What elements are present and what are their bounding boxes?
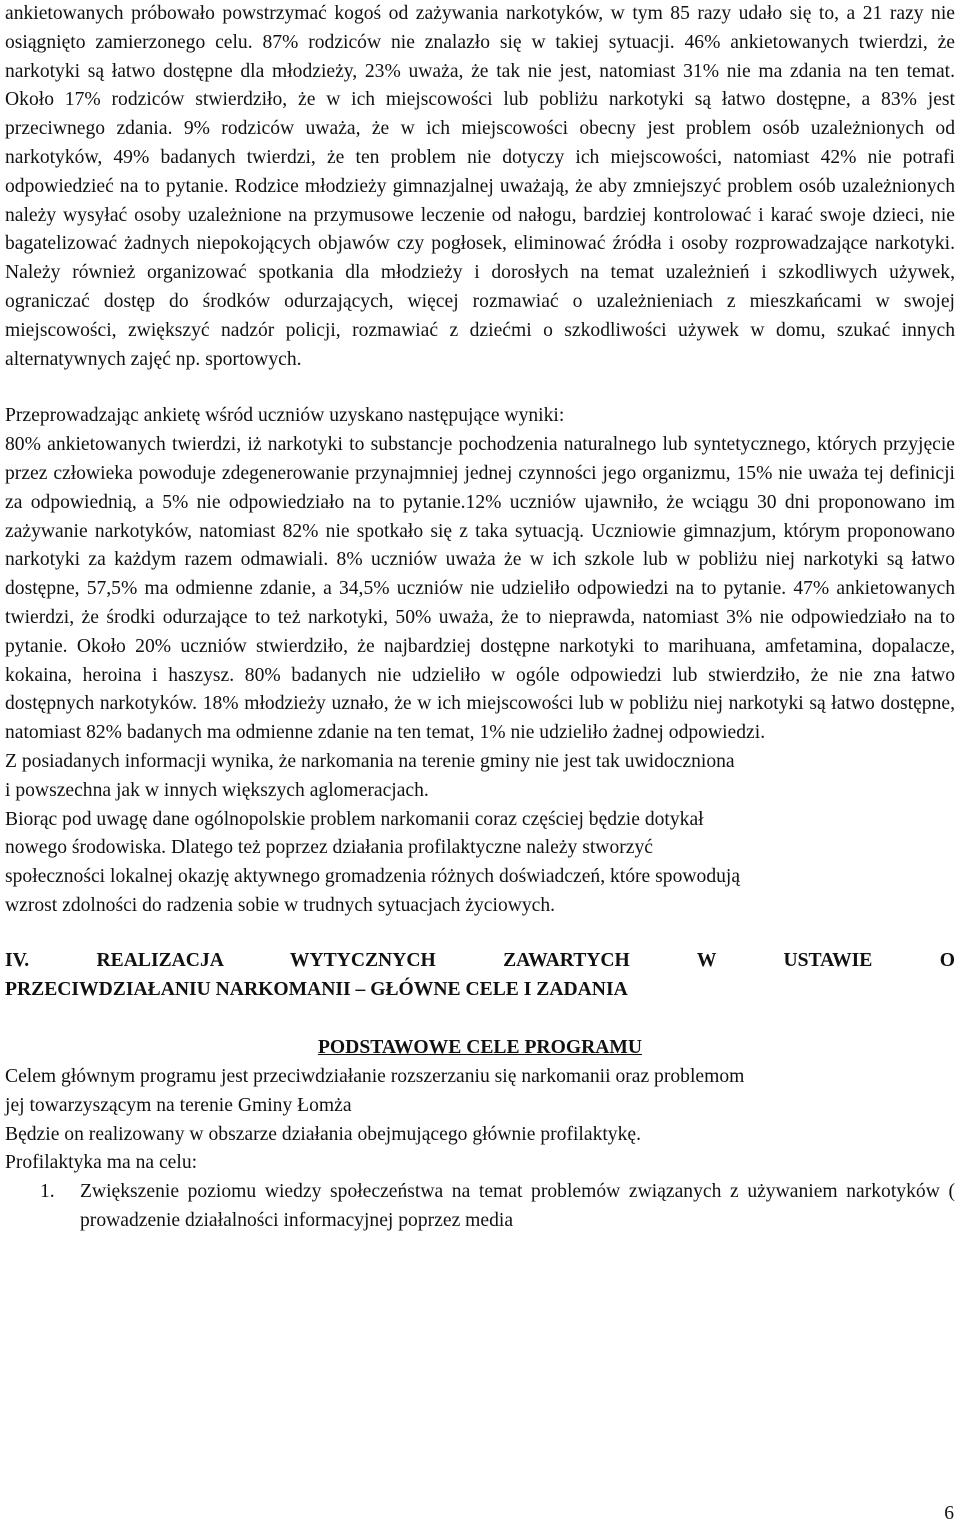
subheading: PODSTAWOWE CELE PROGRAMU: [317, 1037, 643, 1059]
section-heading: [5, 947, 955, 1005]
paragraph-students-intro: Przeprowadzając ankietę wśród uczniów uzyskano następujące wyniki:: [5, 405, 565, 427]
paragraph-parents-survey: ankietowanych próbowało powstrzymać kogoś od zażywania narkotyków, w tym 85 razy udało się to, a 21 razy nie osiągnięto zamierzonego celu. 87% rodziców nie znalazło się w takiej sytuacji. 46% ankietowanych twierdzi, że narkotyki są łatwo dostępne dla młodzieży, 23% uważa, że tak nie jest, natomiast 31% nie ma zdania na ten temat. Około 17% rodziców stwierdziło, że w ich miejscowości lub pobliżu narkotyki są łatwo dostępne, a 83% jest przeciwnego zdania. 9% rodziców uważa, że w ich miejscowości obecny jest problem osób uzależnionych od narkotyków, 49% badanych twierdzi, że ten problem nie dotyczy ich miejscowości, natomiast 42% nie potrafi odpowiedzieć na to pytanie. Rodzice młodzieży gimnazjalnej uważają, że aby zmniejszyć problem osób uzależnionych należy wysyłać osoby uzależnione na przymusowe leczenie od nałogu, bardziej kontrolować i karać swoje dzieci, nie bagatelizować żadnych niepokojących objawów czy pogłosek, eliminować źródła i osoby rozprowadzające narkotyki. Należy również organizować spotkania dla młodzieży i dorosłych na temat uzależnień i szkodliwych używek, ograniczać dostęp do środków odurzających, więcej rozmawiać o uzależnieniach z mieszkańcami w swojej miejscowości, zwiększyć nadzór policji, rozmawiać z dziećmi o szkodliwości używek w domu, szukać innych alternatywnych zajęć np. sportowych.: [5, 3, 955, 370]
paragraph-conclusion-line: Biorąc pod uwagę dane ogólnopolskie problem narkomanii coraz częściej będzie dotykał: [5, 808, 704, 830]
section-spacer: [5, 921, 955, 947]
paragraph-spacer: [5, 374, 955, 402]
paragraph-conclusion-line: wzrost zdolności do radzenia sobie w trudnych sytuacjach życiowych.: [5, 894, 556, 916]
goals-list: [5, 1178, 955, 1236]
list-item-number: 1.: [40, 1181, 55, 1203]
page-number: 6: [944, 1503, 954, 1524]
paragraph-students-survey: 80% ankietowanych twierdzi, iż narkotyki to substancje pochodzenia naturalnego lub syntetycznego, których przyjęcie przez człowieka powoduje zdegenerowanie przynajmniej jednej czynności jego organizmu, 15% nie uważa tej definicji za odpowiednią, a 5% nie odpowiedziało na to pytanie.12% uczniów ujawniło, że wciągu 30 dni proponowano im zażywanie narkotyków, natomiast 82% nie spotkało się z taka sytuacją. Uczniowie gimnazjum, którym proponowano narkotyki za każdym razem odmawiali. 8% uczniów uważa że w ich szkole lub w pobliżu niej narkotyki są łatwo dostępne, 57,5% ma odmienne zdanie, a 34,5% uczniów nie udzieliło odpowiedzi na to pytanie. 47% ankietowanych twierdzi, że środki odurzające to też narkotyki, 50% uważa, że to nieprawda, natomiast 3% nie odpowiedziało na to pytanie. Około 20% uczniów stwierdziło, że najbardziej dostępne narkotyki to marihuana, amfetamina, dopalacze, kokaina, heroina i haszysz. 80% badanych nie udzieliło w ogóle odpowiedzi lub stwierdziło, że nie zna łatwo dostępnych narkotyków. 18% młodzieży uznało, że w ich miejscowości lub w pobliżu niej narkotyki są łatwo dostępne, natomiast 82% badanych ma odmienne zdanie na ten temat, 1% nie udzieliło żadnej odpowiedzi.: [5, 434, 955, 744]
goal-line: jej towarzyszącym na terenie Gminy Łomża: [5, 1094, 352, 1116]
list-item: [5, 1178, 955, 1236]
goal-line: Profilaktyka ma na celu:: [5, 1152, 198, 1174]
document-page: [5, 0, 955, 1236]
paragraph-summary-line: Z posiadanych informacji wynika, że narkomania na terenie gminy nie jest tak uwidoczniona: [5, 750, 735, 772]
section-heading-line: PRZECIWDZIAŁANIU NARKOMANII – GŁÓWNE CELE I ZADANIA: [5, 978, 628, 1000]
paragraph-summary-line: i powszechna jak w innych większych aglomeracjach.: [5, 779, 429, 801]
paragraph-conclusion-line: społeczności lokalnej okazję aktywnego gromadzenia różnych doświadczeń, które spowodują: [5, 866, 741, 888]
goal-line: Będzie on realizowany w obszarze działania obejmującego głównie profilaktykę.: [5, 1123, 641, 1145]
section-heading-line: IV. REALIZACJA WYTYCZNYCH ZAWARTYCH W USTAWIE O: [5, 949, 955, 971]
list-item-text: Zwiększenie poziomu wiedzy społeczeństwa na temat problemów związanych z używaniem narkotyków ( prowadzenie działalności informacyjnej poprzez media: [80, 1181, 955, 1232]
goal-line: Celem głównym programu jest przeciwdziałanie rozszerzaniu się narkomanii oraz problemom: [5, 1066, 745, 1088]
paragraph-conclusion-line: nowego środowiska. Dlatego też poprzez działania profilaktyczne należy stworzyć: [5, 837, 653, 859]
